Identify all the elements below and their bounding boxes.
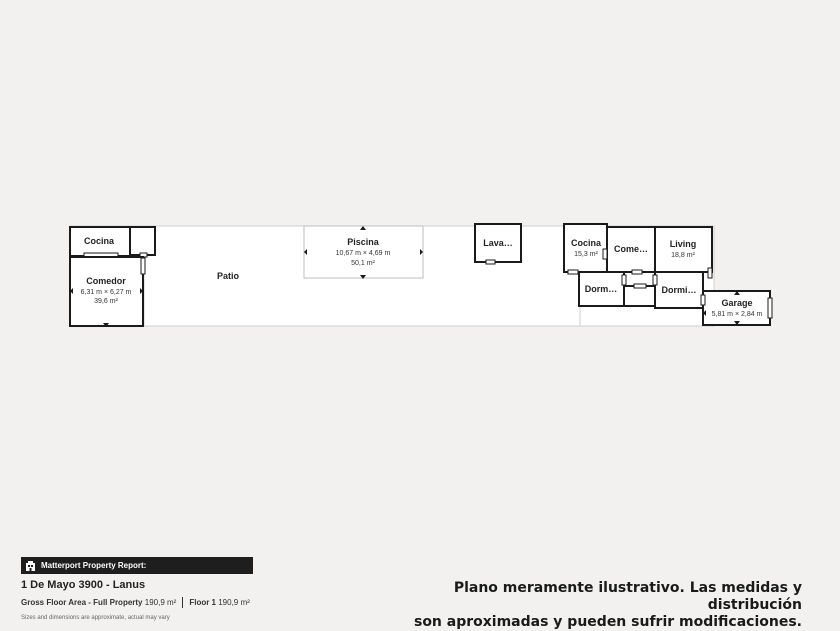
room-patio-name: Patio [216, 271, 240, 281]
room-comedor-left-dims: 6,31 m × 6,27 m [80, 289, 132, 296]
hallway [624, 286, 655, 306]
separator [182, 597, 183, 608]
room-cocina-right[interactable] [564, 224, 607, 272]
room-cocina-left-annex [130, 227, 155, 255]
report-header-label: Matterport Property Report: [41, 561, 147, 570]
disclaimer-line-1: Plano meramente ilustrativo. Las medidas y distribución [453, 580, 802, 613]
floor-area-value: 190,9 m² [218, 598, 250, 607]
room-lavadero-name: Lava… [483, 238, 513, 248]
room-piscina-name: Piscina [347, 237, 379, 247]
property-report [21, 557, 253, 621]
door-r3 [632, 270, 642, 274]
report-areas [21, 597, 253, 608]
room-piscina-dims: 10,67 m × 4,69 m [335, 250, 391, 257]
door-r6 [634, 284, 646, 288]
door-r2 [603, 249, 607, 259]
gross-area-value: 190,9 m² [144, 598, 177, 607]
door-comedor-side [141, 258, 145, 274]
floor-label: Floor 1 [189, 598, 216, 607]
door-r5 [653, 275, 657, 285]
report-address: 1 De Mayo 3900 - Lanus [21, 579, 146, 591]
room-comedor-right-name: Come… [613, 244, 649, 254]
door-r4 [622, 275, 626, 285]
report-note: Sizes and dimensions are approximate, actual may vary [21, 615, 170, 621]
door-r7 [708, 268, 712, 278]
room-living-area: 18,8 m² [671, 252, 695, 259]
room-garage-dims: 5,81 m × 2,84 m [711, 311, 763, 318]
room-dorm-2-name: Dormi… [661, 285, 697, 295]
gross-area-label: Gross Floor Area - Full Property [21, 598, 143, 607]
door-lavadero [486, 260, 495, 264]
report-header [21, 557, 253, 574]
door-garage [768, 298, 772, 318]
room-comedor-left-area: 39,6 m² [94, 298, 118, 305]
door-r1 [568, 270, 578, 274]
room-comedor-left-name: Comedor [86, 276, 126, 286]
door-r8 [701, 295, 705, 305]
disclaimer-line-2: son aproximadas y pueden sufrir modificaciones. [413, 614, 802, 630]
room-garage-name: Garage [721, 298, 753, 308]
room-cocina-right-name: Cocina [570, 238, 602, 248]
room-piscina-area: 50,1 m² [351, 260, 375, 267]
room-cocina-right-area: 15,3 m² [574, 251, 598, 258]
room-living[interactable] [655, 227, 712, 272]
disclaimer [382, 580, 802, 631]
room-dorm-1-name: Dorm… [584, 284, 618, 294]
room-garage[interactable] [703, 291, 770, 325]
room-cocina-left-name: Cocina [83, 236, 115, 246]
room-living-name: Living [669, 239, 697, 249]
building-icon [25, 560, 36, 571]
